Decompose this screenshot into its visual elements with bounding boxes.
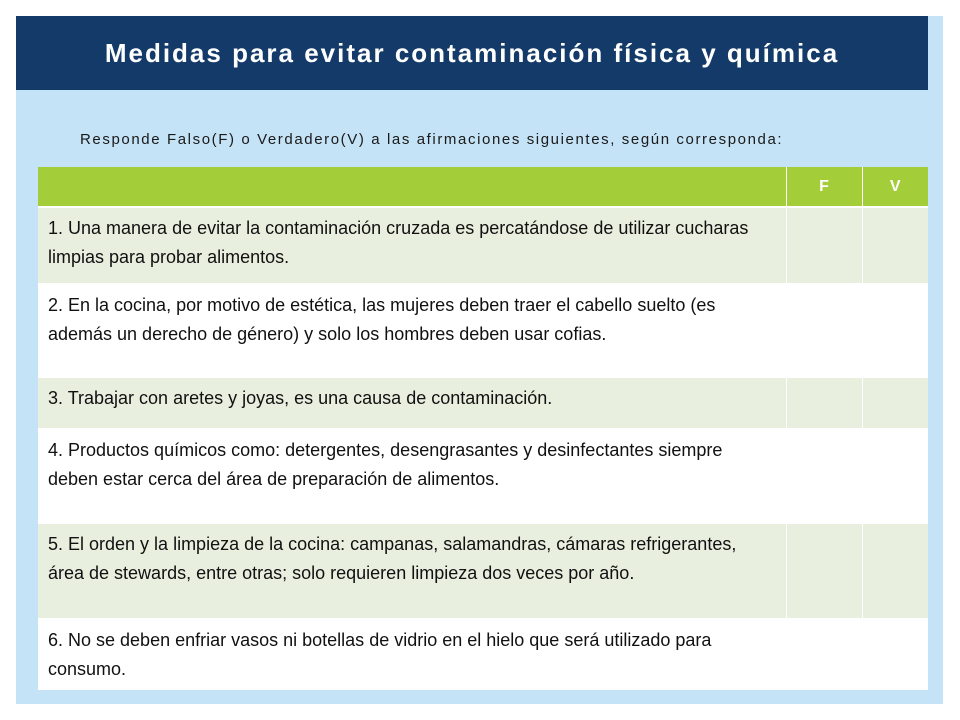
answer-cell-true[interactable] <box>862 207 928 284</box>
statement-cell: 6. No se deben enfriar vasos ni botellas de vidrio en el hielo que será utilizado para consumo. <box>38 619 786 690</box>
statement-cell: 1. Una manera de evitar la contaminación cruzada es percatándose de utilizar cucharas limpias para probar alimentos. <box>38 207 786 284</box>
table-row <box>38 429 928 523</box>
answer-cell-true[interactable] <box>862 377 928 429</box>
answer-cell-true[interactable] <box>862 429 928 523</box>
header-true: V <box>862 167 928 207</box>
header-statement <box>38 167 786 207</box>
answer-cell-true[interactable] <box>862 284 928 377</box>
true-false-table <box>38 167 928 690</box>
statement-cell: 4. Productos químicos como: detergentes, desengrasantes y desinfectantes siempre deben estar cerca del área de preparación de alimentos. <box>38 429 786 523</box>
answer-cell-false[interactable] <box>786 284 862 377</box>
statement-cell: 5. El orden y la limpieza de la cocina: campanas, salamandras, cámaras refrigerantes, área de stewards, entre otras; solo requieren limpieza dos veces por año. <box>38 523 786 619</box>
answer-cell-true[interactable] <box>862 523 928 619</box>
answer-cell-false[interactable] <box>786 377 862 429</box>
answer-cell-true[interactable] <box>862 619 928 690</box>
table-row <box>38 207 928 284</box>
answer-cell-false[interactable] <box>786 523 862 619</box>
statement-cell: 3. Trabajar con aretes y joyas, es una causa de contaminación. <box>38 377 786 429</box>
answer-cell-false[interactable] <box>786 429 862 523</box>
title-bar <box>16 16 928 90</box>
table-row <box>38 377 928 429</box>
table-header-row <box>38 167 928 207</box>
table-row <box>38 284 928 377</box>
slide-title: Medidas para evitar contaminación física y química <box>104 37 840 68</box>
statement-cell: 2. En la cocina, por motivo de estética, las mujeres deben traer el cabello suelto (es además un derecho de género) y solo los hombres deben usar cofias. <box>38 284 786 377</box>
header-false: F <box>786 167 862 207</box>
table-row <box>38 619 928 690</box>
answer-cell-false[interactable] <box>786 619 862 690</box>
answer-cell-false[interactable] <box>786 207 862 284</box>
table-row <box>38 523 928 619</box>
instruction-text: Responde Falso(F) o Verdadero(V) a las afirmaciones siguientes, según corresponda: <box>80 131 784 148</box>
